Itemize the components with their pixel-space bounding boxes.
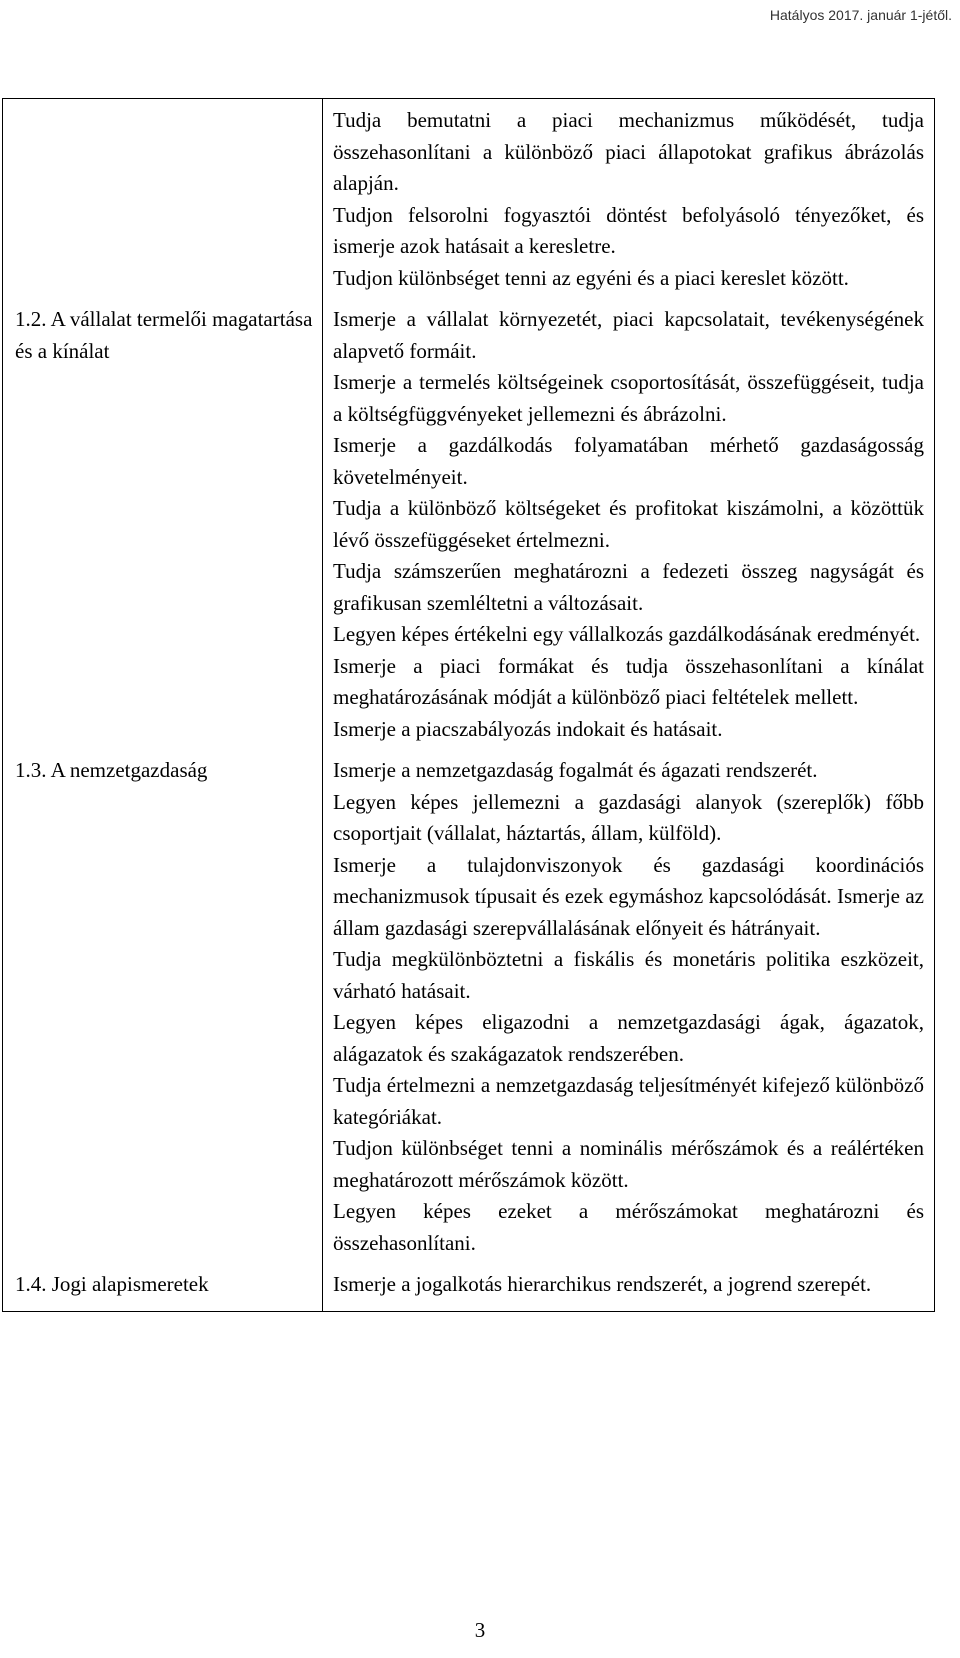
- requirement-text: Legyen képes eligazodni a nemzetgazdasági ágak, ágazatok, alágazatok és szakágazatok rendszerében.: [333, 1010, 924, 1066]
- table-row: [3, 1269, 935, 1311]
- topic-cell: [3, 1269, 323, 1311]
- requirement-text: Ismerje a termelés költségeinek csoportosítását, összefüggéseit, tudja a költségfüggvényeket jellemezni és ábrázolni.: [333, 370, 924, 426]
- requirement-text: Legyen képes értékelni egy vállalkozás gazdálkodásának eredményét.: [333, 622, 921, 646]
- validity-header: Hatályos 2017. január 1-jétől.: [769, 7, 952, 23]
- page-number: 3: [474, 1618, 486, 1642]
- requirement-text: Tudja értelmezni a nemzetgazdaság teljesítményét kifejező különböző kategóriákat.: [333, 1073, 924, 1129]
- requirement-text: Ismerje a vállalat környezetét, piaci kapcsolatait, tevékenységének alapvető formáit.: [333, 307, 924, 363]
- requirement-text: Tudjon különbséget tenni az egyéni és a piaci kereslet között.: [333, 265, 849, 290]
- requirement-text: Tudjon felsorolni fogyasztói döntést befolyásoló tényezőket, és ismerje azok hatásait a keresletre.: [333, 202, 924, 258]
- requirement-text: Tudja a különböző költségeket és profitokat kiszámolni, a közöttük lévő összefüggéseket értelmezni.: [333, 496, 924, 552]
- requirement-text: Ismerje a piaci formákat és tudja összehasonlítani a kínálat meghatározásának módját a különböző piaci feltételek mellett.: [333, 653, 924, 709]
- requirement-text: Ismerje a nemzetgazdaság fogalmát és ágazati rendszerét.: [333, 758, 818, 782]
- requirement-text: Ismerje a tulajdonviszonyok és gazdasági koordinációs mechanizmusok típusait és ezek egymáshoz kapcsolódását. Ismerje az állam gazdasági szerepvállalásának előnyeit és hátrányait.: [333, 852, 924, 940]
- topic-label: 1.2. A vállalat termelői magatartása és a kínálat: [15, 307, 313, 363]
- topic-label: 1.3. A nemzetgazdaság: [15, 758, 208, 782]
- requirement-text: Ismerje a piacszabályozás indokait és hatásait.: [333, 716, 723, 741]
- requirements-cell: [323, 99, 935, 305]
- requirement-text: Ismerje a jogalkotás hierarchikus rendszerét, a jogrend szerepét.: [333, 1272, 872, 1296]
- requirements-cell: [323, 755, 935, 1269]
- requirement-text: Tudjon különbséget tenni a nominális mérőszámok és a reálértéken meghatározott mérőszámok között.: [333, 1136, 924, 1192]
- table-row: [3, 755, 935, 1269]
- requirement-text: Tudja számszerűen meghatározni a fedezeti összeg nagyságát és grafikusan szemléltetni a változásait.: [333, 559, 924, 615]
- topic-cell: [3, 755, 323, 1269]
- topic-label: 1.4. Jogi alapismeretek: [15, 1272, 209, 1296]
- requirement-text: Tudja megkülönböztetni a fiskális és monetáris politika eszközeit, várható hatásait.: [333, 947, 924, 1003]
- table-row: [3, 304, 935, 755]
- requirements-cell: [323, 304, 935, 755]
- requirement-text: Legyen képes ezeket a mérőszámokat meghatározni és összehasonlítani.: [333, 1199, 924, 1255]
- requirement-text: Tudja bemutatni a piaci mechanizmus működését, tudja összehasonlítani a különböző piaci állapotokat grafikus ábrázolás alapján.: [333, 108, 924, 195]
- requirement-text: Legyen képes jellemezni a gazdasági alanyok (szereplők) főbb csoportjait (vállalat, háztartás, állam, külföld).: [333, 789, 924, 845]
- curriculum-table: [2, 98, 935, 1312]
- requirement-text: Ismerje a gazdálkodás folyamatában mérhető gazdaságosság követelményeit.: [333, 433, 924, 489]
- table-row: [3, 99, 935, 305]
- requirements-cell: [323, 1269, 935, 1311]
- topic-cell: [3, 99, 323, 305]
- topic-cell: [3, 304, 323, 755]
